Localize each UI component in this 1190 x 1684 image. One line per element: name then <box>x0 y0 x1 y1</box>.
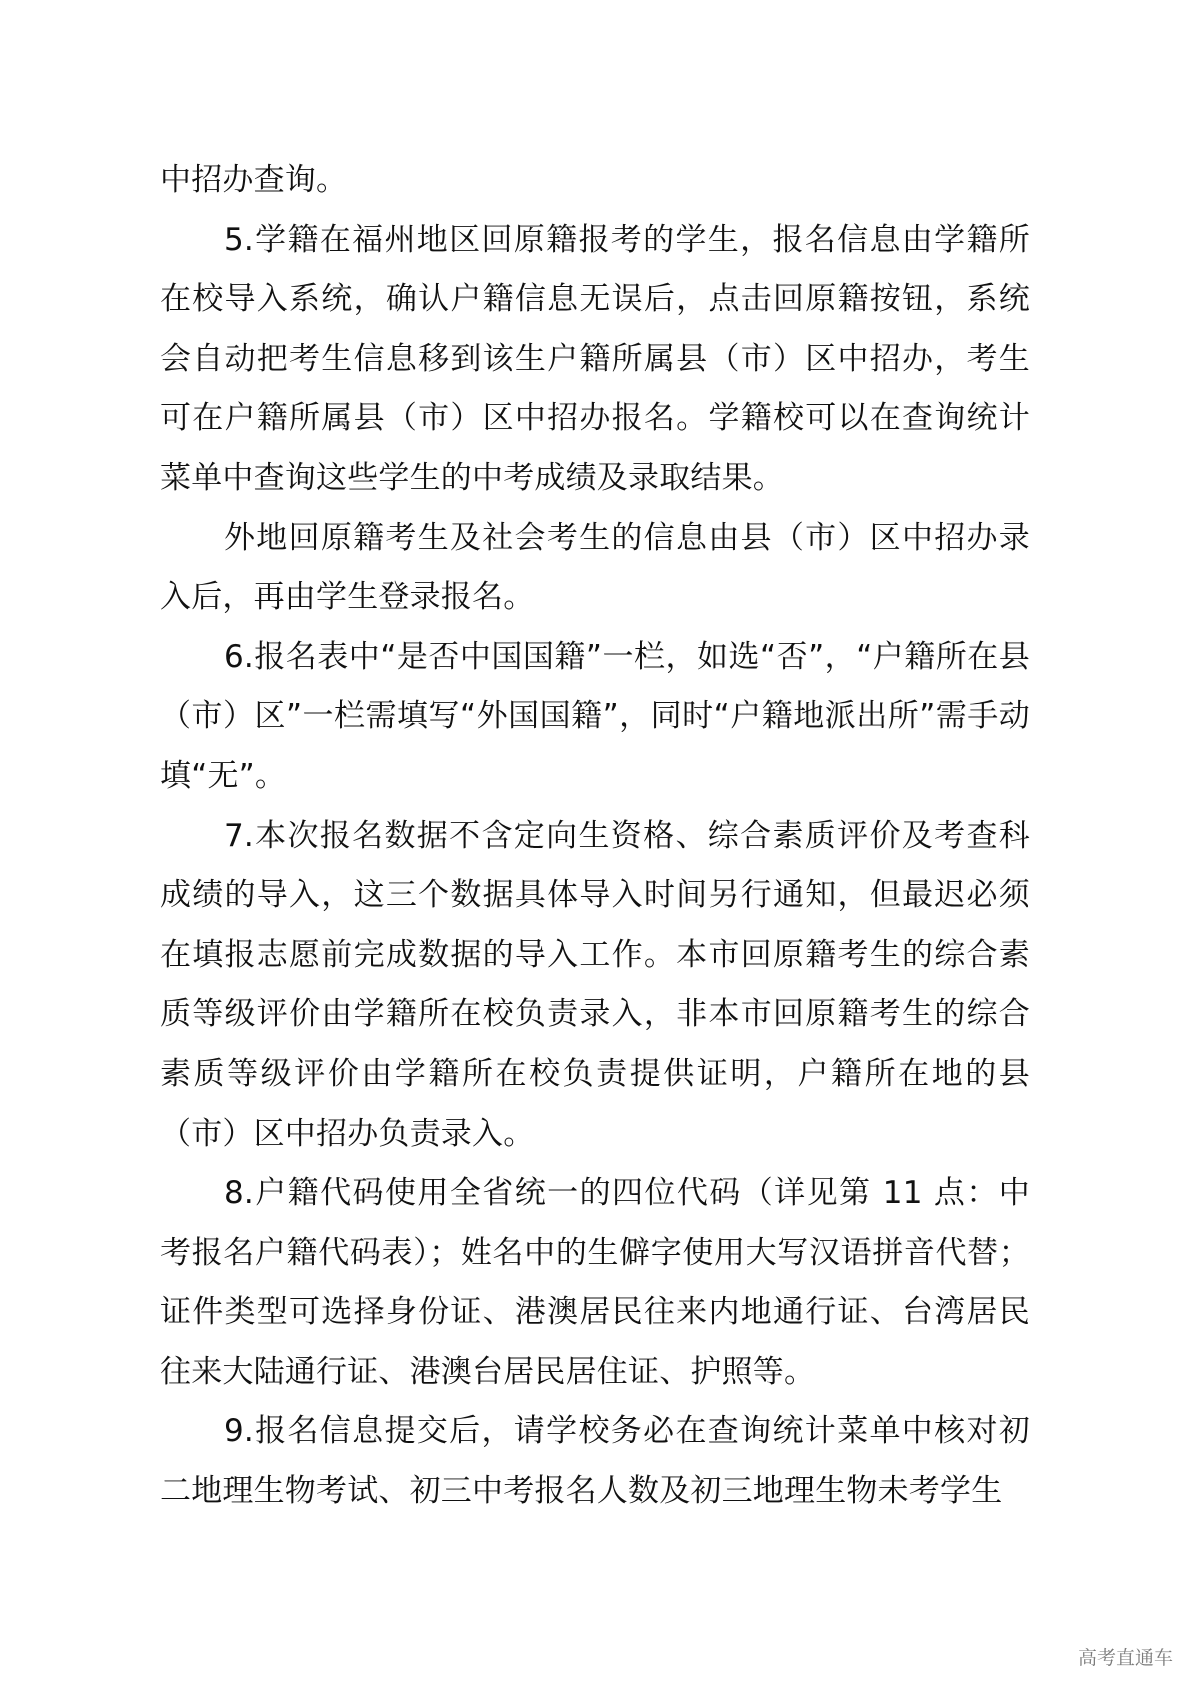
watermark-text: 高考直通车 <box>1077 1647 1173 1669</box>
paragraph-item-9: 9.报名信息提交后，请学校务必在查询统计菜单中核对初二地理生物考试、初三中考报名人数及初三地理生物未考学生 <box>160 1413 1030 1510</box>
paragraph-item-6: 6.报名表中“是否中国国籍”一栏，如选“否”，“户籍所在县（市）区”一栏需填写“外国国籍”，同时“户籍地派出所”需手动填“无”。 <box>160 638 1030 794</box>
document-body <box>160 151 1030 1522</box>
paragraph-item-5-supplement: 外地回原籍考生及社会考生的信息由县（市）区中招办录入后，再由学生登录报名。 <box>160 519 1030 616</box>
paragraph-item-8: 8.户籍代码使用全省统一的四位代码（详见第 11 点：中考报名户籍代码表）；姓名中的生僻字使用大写汉语拼音代替；证件类型可选择身份证、港澳居民往来内地通行证、台湾居民往来大陆通行证、港澳台居民居住证、护照等。 <box>160 1175 1030 1390</box>
paragraph-item-5: 5.学籍在福州地区回原籍报考的学生，报名信息由学籍所在校导入系统，确认户籍信息无误后，点击回原籍按钮，系统会自动把考生信息移到该生户籍所属县（市）区中招办，考生可在户籍所属县（市）区中招办报名。学籍校可以在查询统计菜单中查询这些学生的中考成绩及录取结果。 <box>160 221 1030 496</box>
paragraph-continuation: 中招办查询。 <box>160 162 348 198</box>
paragraph-item-7: 7.本次报名数据不含定向生资格、综合素质评价及考查科成绩的导入，这三个数据具体导入时间另行通知，但最迟必须在填报志愿前完成数据的导入工作。本市回原籍考生的综合素质等级评价由学籍所在校负责录入，非本市回原籍考生的综合素质等级评价由学籍所在校负责提供证明，户籍所在地的县（市）区中招办负责录入。 <box>160 817 1030 1152</box>
